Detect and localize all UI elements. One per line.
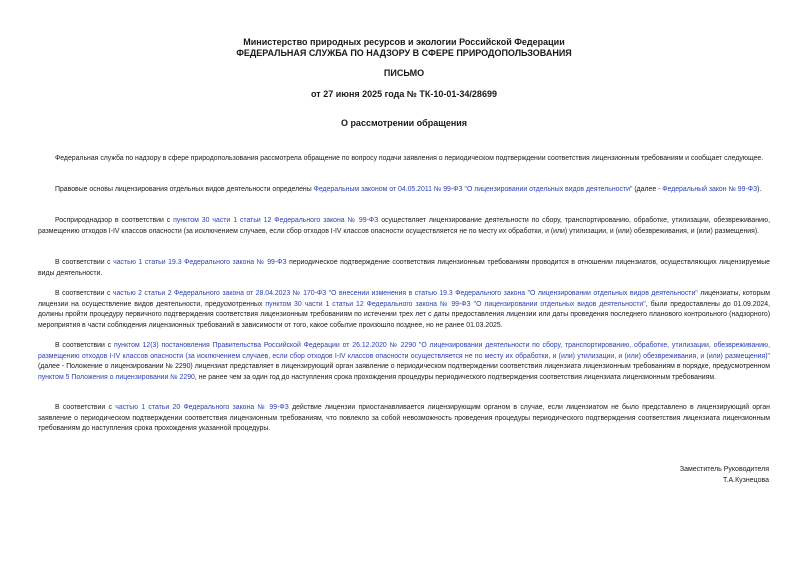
law-99-fz-art19-3-link[interactable]: частью 1 статьи 19.3 Федерального закона № 99-ФЗ bbox=[113, 259, 287, 266]
paragraph-6 bbox=[38, 341, 770, 383]
paragraph-3-text: осуществляет лицензирование деятельности по сбору, транспортированию, обработке, утилизации, обезвреживанию, размещению отходов I-IV классов опасности (за исключением случаев, если сбор отходов I-IV классов опасности осуществляется не по месту их обработки, и (или) утилизации, и (или) обезвреживания, и (или) размещения). bbox=[38, 217, 770, 235]
law-99-fz-short-link[interactable]: Федеральный закон № 99-ФЗ bbox=[662, 186, 758, 193]
paragraph-1-text: Федеральная служба по надзору в сфере природопользования рассмотрела обращение по вопросу подачи заявления о периодическом подтверждении соответствия лицензионным требованиям и сообщает следующее. bbox=[55, 155, 764, 162]
paragraph-2-text: Правовые основы лицензирования отдельных видов деятельности определены bbox=[55, 186, 314, 193]
law-170-fz-link[interactable]: частью 2 статьи 2 Федерального закона от 28.04.2023 № 170-ФЗ "О внесении изменения в статью 19.3 Федерального закона "О лицензировании отдельных видов деятельности" bbox=[112, 290, 698, 297]
law-99-fz-art12-link[interactable]: пунктом 30 части 1 статьи 12 Федерального закона № 99-ФЗ bbox=[173, 217, 379, 224]
paragraph-1 bbox=[38, 154, 770, 165]
paragraph-3-text: Росприроднадзор в соответствии с bbox=[55, 217, 174, 224]
resolution-2290-link[interactable]: пунктом 12(3) постановления Правительства Российской Федерации от 26.12.2020 № 2290 "О лицензировании деятельности по сбору, транспортированию, обработке, утилизации, обезвреживанию, размещению отходов I-IV классов опасности (за исключением случаев, если сбор отходов I-IV классов опасности осуществляется не по месту их обработки, и (или) утилизации, и (или) обезвреживания, и (или) размещения)" bbox=[38, 342, 771, 360]
paragraph-5 bbox=[38, 289, 770, 331]
paragraph-7-text: В соответствии с bbox=[55, 404, 116, 411]
paragraph-7-text: действие лицензии приостанавливается лицензирующим органом в случае, если лицензиатом не было представлено в лицензирующий орган заявление о периодическом подтверждении соответствия лицензионным требованиям, что повлекло за собой невозможность проведения процедуры периодического подтверждения соответствия лицензиата лицензионным требованиям до наступления срока прохождения указанной процедуры. bbox=[38, 404, 770, 433]
law-99-fz-link[interactable]: Федеральным законом от 04.05.2011 № 99-ФЗ "О лицензировании отдельных видов деятельности" bbox=[313, 186, 633, 193]
paragraph-5-text: лицензиаты, которым лицензии на осуществление видов деятельности, предусмотренных bbox=[38, 290, 770, 308]
paragraph-4-text: периодическое подтверждение соответствия лицензионным требованиям проводится в отношении лицензиатов, осуществляющих лицензируемые виды деятельности. bbox=[38, 259, 770, 277]
law-99-fz-art20-link[interactable]: частью 1 статьи 20 Федерального закона № 99-ФЗ bbox=[115, 404, 289, 411]
document-type: ПИСЬМО bbox=[383, 68, 425, 78]
paragraph-2 bbox=[38, 185, 770, 196]
paragraph-5-text: , были предоставлены до 01.09.2024, должны пройти процедуру первичного подтверждения соответствия лицензионным требованиям по истечении трех лет с даты предоставления лицензии или даты проведения последнего планового контрольного (надзорного) мероприятия в части соблюдения лицензионных требований в зависимости от того, какое событие произошло позднее, но не ранее 01.03.2025. bbox=[38, 300, 771, 329]
paragraph-2-text: (далее - bbox=[632, 186, 663, 193]
signatory-position: Заместитель Руководителя bbox=[679, 466, 769, 473]
paragraph-5-text: В соответствии с bbox=[55, 290, 113, 297]
document-date-number: от 27 июня 2025 года № ТК-10-01-34/28699 bbox=[311, 89, 497, 99]
ministry-name: Министерство природных ресурсов и экологии Российской Федерации bbox=[243, 37, 565, 47]
law-99-fz-art12-p30-link[interactable]: пунктом 30 части 1 статьи 12 Федерального закона № 99-ФЗ "О лицензировании отдельных видов деятельности" bbox=[265, 300, 646, 308]
regulation-2290-p5-link[interactable]: пунктом 5 Положения о лицензировании № 2290 bbox=[38, 373, 195, 381]
paragraph-6-text: В соответствии с bbox=[55, 342, 114, 349]
paragraph-6-text: , не ранее чем за один год до наступления срока прохождения процедуры периодического подтверждения соответствия лицензиата лицензионным требованиям. bbox=[194, 373, 717, 381]
paragraph-4 bbox=[38, 258, 770, 279]
paragraph-3 bbox=[38, 216, 770, 237]
paragraph-4-text: В соответствии с bbox=[55, 259, 114, 266]
service-name: ФЕДЕРАЛЬНАЯ СЛУЖБА ПО НАДЗОРУ В СФЕРЕ ПРИРОДОПОЛЬЗОВАНИЯ bbox=[236, 48, 572, 58]
signatory-name: Т.А.Кузнецова bbox=[723, 477, 769, 484]
paragraph-2-text: ). bbox=[757, 186, 762, 193]
signature-block bbox=[680, 464, 769, 486]
paragraph-7 bbox=[38, 403, 770, 435]
paragraph-6-text: (далее - Положение о лицензировании № 2290) лицензиат представляет в лицензирующий орган заявление о периодическом подтверждении соответствия лицензиата лицензионным требованиям в порядке, предусмотренном bbox=[38, 363, 770, 371]
document-subject: О рассмотрении обращения bbox=[340, 118, 468, 128]
